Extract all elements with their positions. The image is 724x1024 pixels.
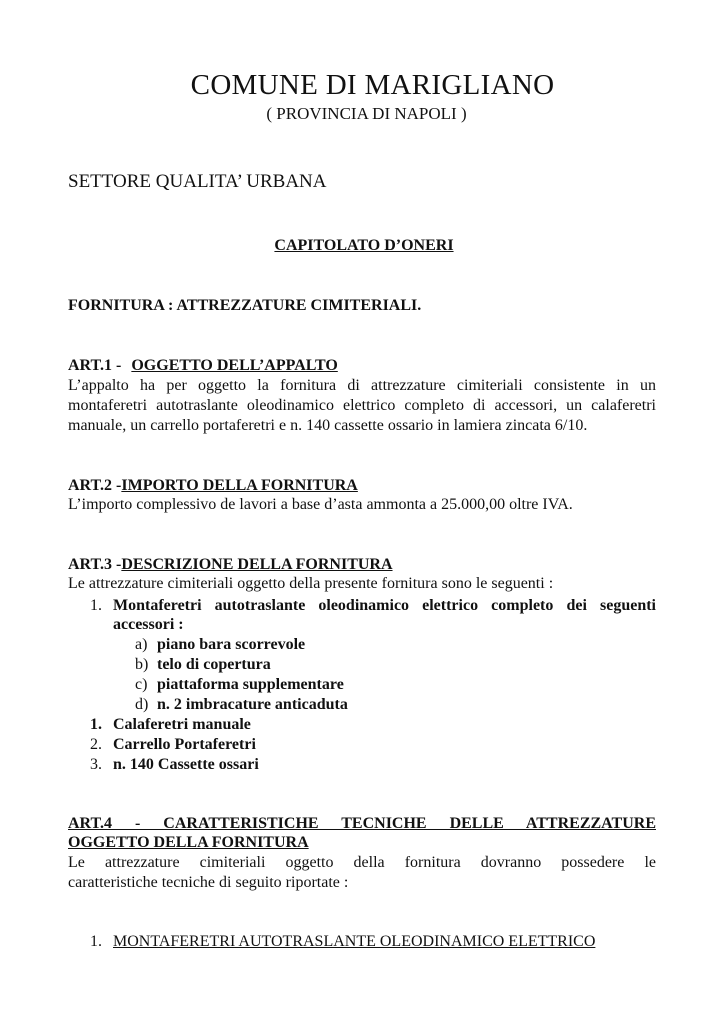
sublist-letter: b) [135, 656, 149, 673]
art1-heading [68, 357, 338, 375]
list-number: 2. [90, 736, 102, 753]
art3-title: DESCRIZIONE DELLA FORNITURA [121, 556, 393, 573]
sublist-item: piattaforma supplementare [157, 676, 344, 693]
art3-intro: Le attrezzature cimiteriali oggetto della presente fornitura sono le seguenti : [68, 575, 554, 592]
art2-label: ART.2 - [68, 477, 122, 494]
sublist-item: n. 2 imbracature anticaduta [157, 696, 348, 713]
section-number: 1. [90, 933, 102, 950]
art4-heading-continued: OGGETTO DELLA FORNITURA [68, 834, 309, 851]
list-item-text: Calaferetri manuale [113, 716, 251, 733]
sublist-letter: a) [135, 636, 148, 653]
art1-title: OGGETTO DELL’APPALTO [131, 357, 338, 374]
art3-heading [68, 556, 393, 574]
list-item-text: Carrello Portaferetri [113, 736, 256, 753]
supply-heading: FORNITURA : ATTREZZATURE CIMITERIALI. [68, 297, 422, 314]
list-item-text: accessori : [113, 616, 184, 633]
art2-text: L’importo complessivo de lavori a base d’asta ammonta a 25.000,00 oltre IVA. [68, 496, 573, 513]
municipality-title: COMUNE DI MARIGLIANO [190, 69, 555, 101]
art4-text: Le attrezzature cimiteriali oggetto della fornitura dovranno possedere le [68, 854, 656, 871]
art4-text-continued: caratteristiche tecniche di seguito riportate : [68, 874, 349, 891]
sublist-letter: d) [135, 696, 149, 713]
list-number: 1. [90, 716, 102, 733]
sector-heading: SETTORE QUALITA’ URBANA [68, 171, 327, 192]
list-number: 3. [90, 756, 102, 773]
sublist-letter: c) [135, 676, 148, 693]
sublist-item: telo di copertura [157, 656, 271, 673]
art4-heading: ART.4 - CARATTERISTICHE TECNICHE DELLE ATTREZZATURE [68, 815, 656, 832]
section-heading: MONTAFERETRI AUTOTRASLANTE OLEODINAMICO ELETTRICO [113, 933, 596, 950]
art1-label: ART.1 - [68, 357, 126, 374]
list-item-text: n. 140 Cassette ossari [113, 756, 259, 773]
list-item-text: Montaferetri autotraslante oleodinamico elettrico completo dei seguenti [113, 597, 656, 614]
art3-label: ART.3 - [68, 556, 122, 573]
art2-heading [68, 477, 358, 495]
list-number: 1. [90, 597, 102, 614]
art2-title: IMPORTO DELLA FORNITURA [121, 477, 358, 494]
document-title: CAPITOLATO D’ONERI [274, 237, 454, 254]
province-subtitle: ( PROVINCIA DI NAPOLI ) [266, 104, 467, 123]
sublist-item: piano bara scorrevole [157, 636, 306, 653]
art1-text: L’appalto ha per oggetto la fornitura di attrezzature cimiteriali consistente in un montaferetri autotraslante oleodinamico elettrico completo di accessori, un calaferetri manuale, un carrello portaferetri e n. 140 cassette ossario in lamiera zincata 6/10. [68, 377, 656, 434]
